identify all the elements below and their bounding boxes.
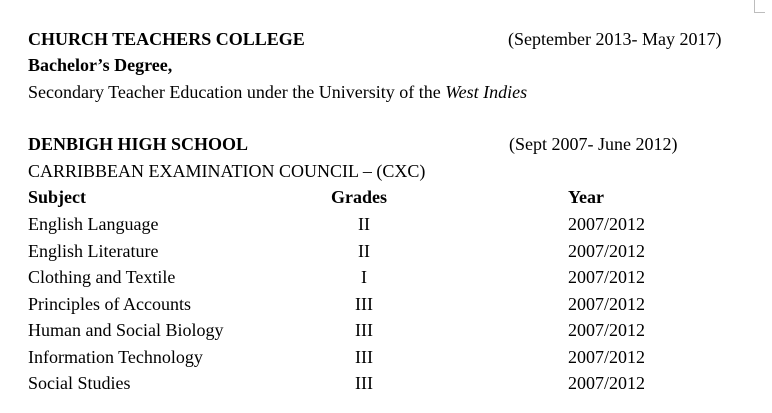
year-cell: 2007/2012 (568, 241, 646, 261)
subject-cell: Information Technology (28, 347, 203, 367)
subject-cell: Clothing and Textile (28, 267, 176, 287)
college-name: CHURCH TEACHERS COLLEGE (28, 29, 305, 49)
subject-cell: Social Studies (28, 373, 131, 393)
grade-cell: III (355, 294, 373, 314)
exam-body: CARRIBBEAN EXAMINATION COUNCIL – (CXC) (28, 161, 426, 181)
college-program (28, 81, 527, 103)
subject-cell: Principles of Accounts (28, 294, 191, 314)
college-degree: Bachelor’s Degree, (28, 55, 173, 75)
subject-cell: English Literature (28, 241, 159, 261)
year-cell: 2007/2012 (568, 294, 646, 314)
college-program-text: Secondary Teacher Education under the University of the (28, 82, 446, 102)
grade-cell: III (355, 373, 373, 393)
year-header: Year (568, 187, 604, 207)
college-dates: (September 2013- May 2017) (508, 29, 722, 49)
year-cell: 2007/2012 (568, 267, 646, 287)
school-dates: (Sept 2007- June 2012) (509, 134, 678, 154)
grade-cell: III (355, 320, 373, 340)
page-corner-mark (754, 0, 765, 13)
school-name: DENBIGH HIGH SCHOOL (28, 134, 249, 154)
subject-cell: Human and Social Biology (28, 320, 224, 340)
grades-header: Grades (331, 187, 387, 207)
grade-cell: I (361, 267, 367, 287)
year-cell: 2007/2012 (568, 347, 646, 367)
year-cell: 2007/2012 (568, 214, 646, 234)
subject-cell: English Language (28, 214, 159, 234)
college-program-university: West Indies (445, 82, 528, 102)
year-cell: 2007/2012 (568, 373, 646, 393)
year-cell: 2007/2012 (568, 320, 646, 340)
grade-cell: II (358, 241, 370, 261)
grade-cell: II (358, 214, 370, 234)
subject-header: Subject (28, 187, 86, 207)
grade-cell: III (355, 347, 373, 367)
